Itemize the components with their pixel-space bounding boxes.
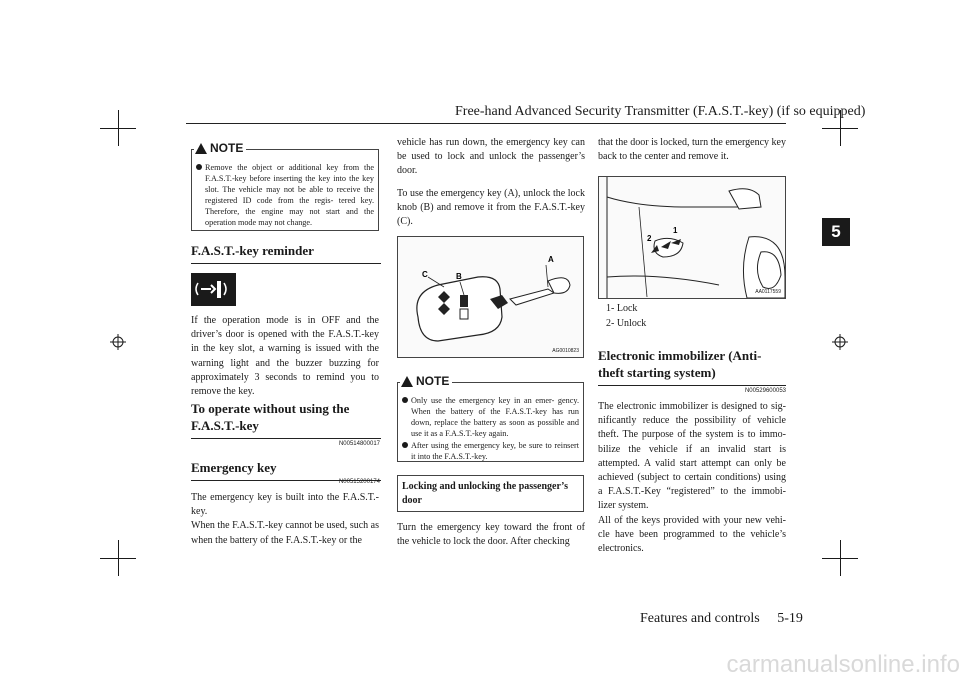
column-3-text [598, 136, 786, 170]
figure-id: AA0117559 [755, 289, 781, 295]
emergency-text: The emergency key is built into the F.A.S.T.- key. [191, 492, 379, 518]
column-2-text [397, 136, 585, 235]
emergency-use-text: vehicle has run down, the emergency key can be used to lock and unlock the passenger’s door. [397, 137, 585, 177]
page-header-title: Free-hand Advanced Security Transmitter (F.A.S.T.-key) (if so equipped) [455, 104, 866, 119]
figure-label-1: 1 [673, 226, 678, 235]
warning-triangle-icon [401, 376, 413, 387]
registration-mark-icon [110, 334, 126, 350]
figure-label-2: 2 [647, 234, 652, 243]
chapter-tab: 5 [822, 218, 850, 246]
note-item [196, 162, 374, 228]
reference-code: N00529600053 [744, 388, 786, 394]
legend-item: 2- Unlock [606, 317, 647, 329]
note-item-text: Remove the object or additional key from the F.A.S.T.-key before inserting the key into the key slot. The vehicle may not be able to receive the registered ID code from the regis- tered key. Therefore, the engine may not start and the operation mode may not change. [205, 163, 374, 228]
note-label [194, 141, 246, 155]
section-heading [191, 243, 381, 264]
emergency-key-heading: Emergency key [191, 460, 277, 475]
locking-paragraph [397, 521, 585, 555]
door-illustration [599, 177, 785, 298]
reminder-heading: F.A.S.T.-key reminder [191, 243, 314, 258]
immobilizer-paragraph [598, 400, 786, 562]
figure-legend [606, 302, 646, 331]
emergency-paragraph [191, 491, 379, 554]
immobilizer-heading: Electronic immobilizer (Anti- theft starting system) [598, 348, 762, 380]
note-label [400, 374, 452, 388]
heading-rule [191, 263, 381, 264]
bullet-icon [196, 164, 202, 170]
footer-page-number: 5-19 [777, 611, 803, 626]
note-box [397, 374, 584, 462]
footer-section: Features and controls [640, 611, 760, 626]
emergency-use-text: To use the emergency key (A), unlock the lock knob (B) and remove it from the F.A.S.T.-key (C). [397, 187, 585, 227]
bullet-icon [402, 442, 408, 448]
section-heading [598, 348, 786, 386]
locking-heading: Locking and unlocking the passenger’s door [402, 481, 568, 506]
header-rule [186, 123, 786, 124]
note-item [402, 395, 579, 439]
locking-heading-box [397, 475, 584, 512]
reference-code: N00515200174 [338, 479, 380, 485]
figure-label-c: C [422, 270, 428, 279]
reminder-paragraph [191, 314, 379, 405]
crop-mark [100, 558, 136, 559]
registration-mark-icon [832, 334, 848, 350]
locking-text: Turn the emergency key toward the front of the vehicle to lock the door. After checking [397, 522, 585, 548]
note-label-text: NOTE [210, 141, 244, 155]
note-item-text: After using the emergency key, be sure to reinsert it into the F.A.S.T.-key. [411, 441, 579, 462]
door-lock-figure [598, 176, 786, 299]
key-illustration [398, 237, 583, 357]
crop-mark [100, 128, 136, 129]
immobilizer-text: The electronic immobilizer is designed to sig- nificantly reduce the possibility of vehicle theft. The purpose of the system is to immo- bilize the vehicle if an invalid start is attempted. A valid start attempt can only be achieved (subject to certain conditions) using a F.A.S.T.-Key “registered” to the immobi- lizer system. [598, 401, 786, 512]
crop-mark [822, 128, 858, 129]
heading-rule [598, 385, 786, 386]
immobilizer-text: All of the keys provided with your new vehi- cle have been programmed to the vehicle’s electronics. [598, 514, 786, 554]
note-item [402, 440, 579, 462]
section-heading [191, 401, 381, 439]
note-item-text: Only use the emergency key in an emer- gency. When the battery of the F.A.S.T.-key has run down, replace the battery as soon as possible and use it as a F.A.S.T.-key again. [411, 396, 579, 439]
watermark: carmanualsonline.info [726, 651, 960, 678]
without-key-heading: To operate without using the F.A.S.T.-key [191, 401, 350, 433]
emergency-text: When the F.A.S.T.-key cannot be used, such as when the battery of the F.A.S.T.-key or the [191, 520, 379, 546]
note-box [191, 141, 379, 231]
warning-triangle-icon [195, 143, 207, 154]
key-warning-indicator-icon [191, 273, 236, 306]
emergency-key-figure [397, 236, 584, 358]
remove-key-text: that the door is locked, turn the emergency key back to the center and remove it. [598, 137, 786, 163]
figure-label-b: B [456, 272, 462, 281]
crop-mark [822, 558, 858, 559]
figure-id: AG0010823 [552, 348, 579, 354]
reminder-text: If the operation mode is in OFF and the driver’s door is opened with the F.A.S.T.-key in the key slot, a warning is issued with the warning light and the buzzer buzzing for approximately 3 seconds to remind you to remove the key. [191, 315, 379, 397]
figure-label-a: A [548, 255, 554, 264]
section-heading [191, 460, 381, 481]
note-label-text: NOTE [416, 374, 450, 388]
page-footer [640, 611, 803, 627]
reference-code: N00514800017 [338, 441, 380, 447]
bullet-icon [402, 397, 408, 403]
legend-item: 1- Lock [606, 303, 638, 314]
heading-rule [191, 438, 381, 439]
